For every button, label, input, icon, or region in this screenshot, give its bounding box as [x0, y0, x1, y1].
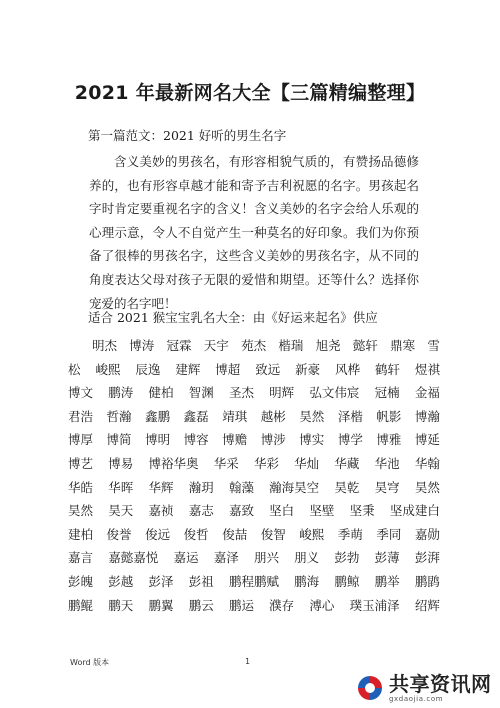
name-item: 昊乾: [334, 479, 360, 495]
name-item: 帆影: [376, 408, 402, 424]
name-item: 鹏鹍: [414, 573, 440, 589]
name-item: 新豪: [295, 361, 321, 377]
name-item: 俊哲: [183, 526, 209, 542]
name-item: 圣杰: [228, 385, 254, 401]
name-item: 坚白: [269, 503, 295, 519]
name-item: 松: [68, 361, 81, 377]
name-item: 煜祺: [414, 361, 440, 377]
name-item: 华池: [374, 455, 400, 471]
name-item: 博瀚: [414, 408, 440, 424]
name-item: 博涉: [260, 432, 286, 448]
name-item: 季萌: [337, 526, 363, 542]
name-item: 绍辉: [414, 597, 440, 613]
name-item: 俊誉: [106, 526, 132, 542]
name-item: 嘉祯: [148, 503, 174, 519]
name-item: 华辉: [148, 479, 174, 495]
name-item: 哲瀚: [106, 408, 132, 424]
name-item: 博明: [145, 432, 171, 448]
name-item: 靖琪: [222, 408, 248, 424]
name-item: 博涛: [129, 338, 155, 353]
section-heading: 第一篇范文：2021 好听的男生名字: [88, 128, 287, 143]
name-item: 博延: [414, 432, 440, 448]
name-row: [68, 499, 440, 523]
name-item: 冠楠: [374, 385, 400, 401]
name-item: 旭尧: [315, 338, 341, 353]
name-item: 苑杰: [241, 338, 267, 353]
name-item: 华彩: [253, 455, 279, 471]
name-item: 朋兴: [253, 550, 279, 566]
name-item: 鹤轩: [375, 361, 401, 377]
name-item: 华晖: [108, 479, 134, 495]
name-item: 辰逸: [135, 361, 161, 377]
name-item: 嘉志: [188, 503, 214, 519]
name-item: 瀚海昊空: [269, 479, 320, 495]
name-item: 鹏云: [188, 597, 214, 613]
name-item: 华藏: [334, 455, 360, 471]
name-item: 彭祖: [188, 573, 214, 589]
name-item: 昊穹: [374, 479, 400, 495]
name-row: [68, 334, 440, 358]
name-item: 嘉致: [228, 503, 254, 519]
name-item: 鹏举: [374, 573, 400, 589]
name-row: [68, 546, 440, 570]
footer-label: Word 版本: [70, 658, 110, 667]
name-item: 博厚: [68, 432, 94, 448]
name-item: 智渊: [188, 385, 214, 401]
name-item: 俊智: [260, 526, 286, 542]
name-item: 鹏翼: [148, 597, 174, 613]
name-item: 金福: [414, 385, 440, 401]
name-item: 博艺: [68, 455, 94, 471]
name-item: 弘文伟宸: [309, 385, 360, 401]
name-item: 明杰: [92, 338, 118, 353]
name-row: [68, 570, 440, 594]
name-item: 嘉言: [68, 550, 94, 566]
name-item: 博裕华奥: [148, 455, 199, 471]
name-item: 嘉运: [173, 550, 199, 566]
name-item: 鹏鲲: [68, 597, 94, 613]
name-item: 坚成建白: [389, 503, 440, 519]
name-item: 彭泽: [148, 573, 174, 589]
name-item: 嘉懿嘉悦: [108, 550, 159, 566]
name-item: 昊然: [68, 503, 94, 519]
name-row: [68, 452, 440, 476]
name-item: 博容: [183, 432, 209, 448]
name-item: 明辉: [269, 385, 295, 401]
name-item: 嘉勋: [414, 526, 440, 542]
watermark-title: 共享资讯网: [389, 671, 492, 696]
name-item: 博雅: [376, 432, 402, 448]
name-item: 天宇: [203, 338, 229, 353]
name-item: 季同: [376, 526, 402, 542]
name-row: [68, 594, 440, 618]
name-item: 华皓: [68, 479, 94, 495]
name-row: [68, 428, 440, 452]
name-row: [68, 476, 440, 500]
name-item: 鑫磊: [183, 408, 209, 424]
name-item: 博实: [299, 432, 325, 448]
name-item: 翰藻: [228, 479, 254, 495]
name-item: 彭勃: [334, 550, 360, 566]
name-item: 君浩: [68, 408, 94, 424]
name-item: 华翰: [414, 455, 440, 471]
name-item: 坚壁: [309, 503, 335, 519]
name-item: 昊天: [108, 503, 134, 519]
name-item: 建柏: [68, 526, 94, 542]
name-item: 朋义: [294, 550, 320, 566]
name-item: 博超: [215, 361, 241, 377]
name-item: 懿轩: [352, 338, 378, 353]
name-item: 博赡: [222, 432, 248, 448]
names-sub-heading: 适合 2021 猴宝宝乳名大全：由《好运来起名》供应: [88, 310, 378, 325]
name-item: 鹏程鹏赋: [228, 573, 279, 589]
name-item: 楷瑞: [278, 338, 304, 353]
name-item: 泽楷: [337, 408, 363, 424]
name-item: 瀚玥: [188, 479, 214, 495]
name-item: 鹏涛: [108, 385, 134, 401]
name-item: 致远: [255, 361, 281, 377]
name-item: 华灿: [294, 455, 320, 471]
watermark: [355, 668, 500, 708]
name-item: 鹏天: [108, 597, 134, 613]
name-item: 峻熙: [299, 526, 325, 542]
names-list: [68, 334, 440, 617]
name-item: 璞玉浦泽: [349, 597, 400, 613]
name-item: 建辉: [175, 361, 201, 377]
name-item: 博易: [108, 455, 134, 471]
name-item: 鹏鲸: [334, 573, 360, 589]
name-item: 彭魄: [68, 573, 94, 589]
name-item: 风桦: [335, 361, 361, 377]
name-item: 鹏海: [294, 573, 320, 589]
name-item: 博简: [106, 432, 132, 448]
intro-paragraph: 含义美妙的男孩名，有形容相貌气质的，有赞扬品德修养的，也有形容卓越才能和寄予吉利祝愿的名字。男孩起名字时肯定要重视名字的含义！含义美妙的名字会给人乐观的心理示意，令人不自觉产生一种莫名的好印象。我们为你预备了很棒的男孩名字，这些含义美妙的男孩名字，从不同的角度表达父母对孩子无限的爱惜和期望。还等什么？选择你宠爱的名字吧！: [89, 154, 419, 311]
name-item: 昊然: [414, 479, 440, 495]
name-item: 博文: [68, 385, 94, 401]
name-item: 冠霖: [166, 338, 192, 353]
watermark-url: gxdaojia.com: [389, 694, 444, 703]
name-item: 濮存: [269, 597, 295, 613]
name-item: 彭薄: [374, 550, 400, 566]
document-title: 2021 年最新网名大全【三篇精编整理】: [74, 82, 426, 104]
name-item: 昊然: [299, 408, 325, 424]
name-item: 越彬: [260, 408, 286, 424]
name-row: [68, 358, 440, 382]
name-item: 彭湃: [414, 550, 440, 566]
name-item: 彭越: [108, 573, 134, 589]
name-item: 俊远: [145, 526, 171, 542]
name-row: [68, 381, 440, 405]
name-item: 坚秉: [349, 503, 375, 519]
name-item: 鑫鹏: [145, 408, 171, 424]
page-number: 1: [245, 657, 251, 666]
name-item: 俊喆: [222, 526, 248, 542]
name-item: 嘉泽: [213, 550, 239, 566]
name-item: 华采: [213, 455, 239, 471]
watermark-logo-icon: [355, 673, 385, 703]
name-row: [68, 523, 440, 547]
name-item: 峻熙: [95, 361, 121, 377]
name-item: 健柏: [148, 385, 174, 401]
name-item: 博学: [337, 432, 363, 448]
name-row: [68, 405, 440, 429]
name-item: 雪: [427, 338, 440, 353]
name-item: 鹏运: [228, 597, 254, 613]
name-item: 鼎寒: [390, 338, 416, 353]
name-item: 溥心: [309, 597, 335, 613]
